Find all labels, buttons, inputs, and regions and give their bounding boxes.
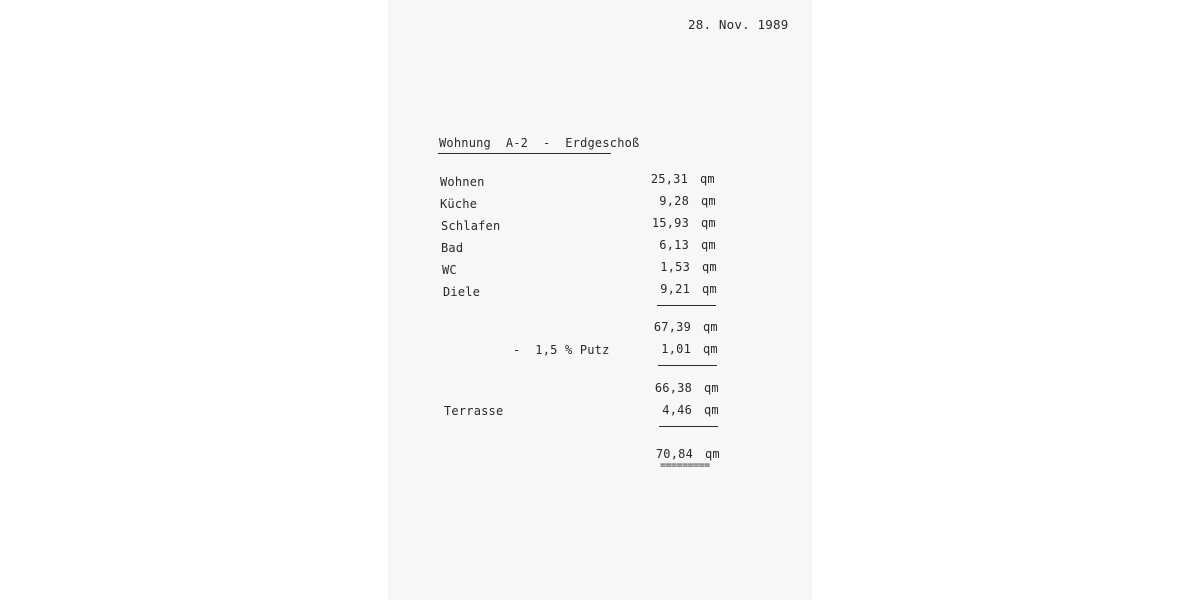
- sum-rule-3: [659, 426, 718, 427]
- room-label-wohnen: Wohnen: [440, 175, 485, 189]
- deduction-label: - 1,5 % Putz: [513, 343, 610, 357]
- unit-label: qm: [702, 282, 717, 296]
- room-area-wohnen: 25,31: [650, 172, 688, 186]
- unit-label: qm: [705, 447, 720, 461]
- unit-label: qm: [701, 238, 716, 252]
- grand-total-double-underline: =========: [660, 460, 710, 471]
- room-label-kueche: Küche: [440, 197, 478, 211]
- room-label-schlafen: Schlafen: [441, 219, 501, 233]
- sum-rule-2: [658, 365, 717, 366]
- unit-label: qm: [703, 320, 718, 334]
- terrace-value: 4,46: [662, 403, 692, 417]
- grand-total-value: 70,84: [655, 447, 693, 461]
- room-area-schlafen: 15,93: [651, 216, 689, 230]
- unit-label: qm: [702, 260, 717, 274]
- room-area-bad: 6,13: [659, 238, 689, 252]
- subtotal-value: 67,39: [653, 320, 691, 334]
- room-label-bad: Bad: [441, 241, 464, 255]
- unit-label: qm: [701, 194, 716, 208]
- room-label-wc: WC: [442, 263, 457, 277]
- deduction-value: 1,01: [661, 342, 691, 356]
- room-area-diele: 9,21: [660, 282, 690, 296]
- unit-label: qm: [704, 403, 719, 417]
- net-total-value: 66,38: [654, 381, 692, 395]
- room-label-diele: Diele: [443, 285, 481, 299]
- unit-label: qm: [701, 216, 716, 230]
- unit-label: qm: [703, 342, 718, 356]
- terrace-label: Terrasse: [444, 404, 504, 418]
- sum-rule-1: [657, 305, 716, 306]
- unit-label: qm: [700, 172, 715, 186]
- paper-sheet: [388, 0, 812, 600]
- document-heading: Wohnung A-2 - Erdgeschoß: [439, 136, 640, 150]
- room-area-kueche: 9,28: [659, 194, 689, 208]
- document-date: 28. Nov. 1989: [688, 17, 789, 32]
- room-area-wc: 1,53: [660, 260, 690, 274]
- heading-underline: [438, 153, 611, 154]
- unit-label: qm: [704, 381, 719, 395]
